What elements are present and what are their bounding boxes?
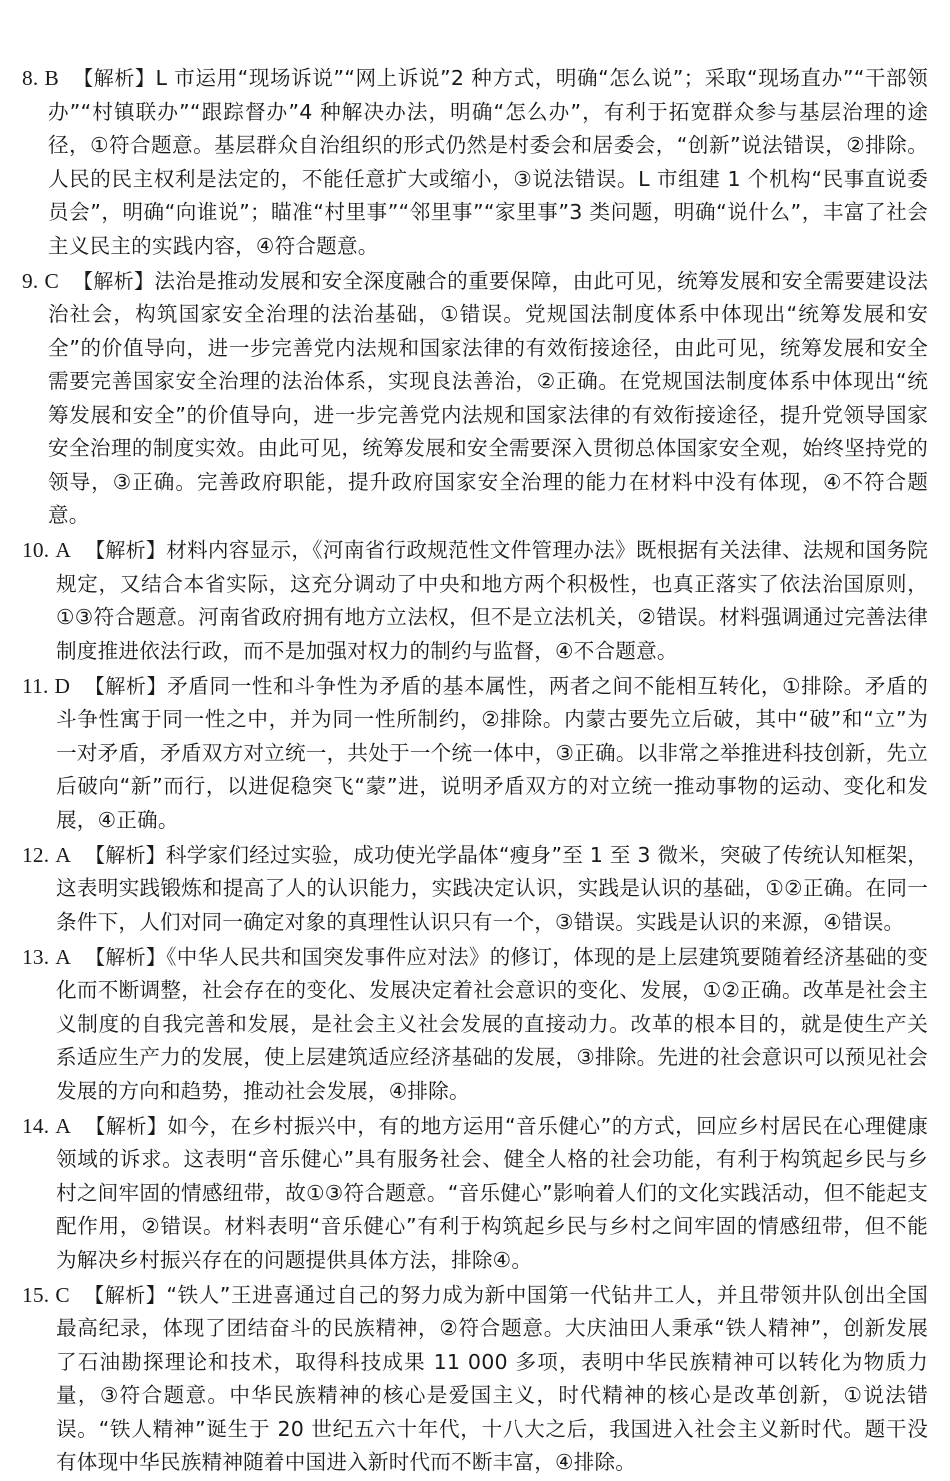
analysis-tag: 【解析】 bbox=[85, 944, 167, 969]
answer-choice: D bbox=[54, 673, 71, 698]
analysis-tag: 【解析】 bbox=[72, 66, 156, 90]
analysis-tag: 【解析】 bbox=[85, 1113, 168, 1138]
analysis-text: “铁人”王进喜通过自己的努力成为新中国第一代钻井工人，并且带领井队创出全国最高纪录，体现了团结奋斗的民族精神，②符合题意。大庆油田人秉承“铁人精神”，创新发展了石油勘探理论和技术，取得科技成果 11 000 多项，表明中华民族精神可以转化为物质力量，③符合题意。中华民族精神的核心是爱国主义，时代精神的核心是改革创新，①说法错误。“铁人精神”诞生于 20 世纪五六十年代，十八大之后，我国进入社会主义新时代。题干没有体现中华民族精神随着中国进入新时代而不断丰富，④排除。 bbox=[56, 1282, 928, 1474]
analysis-text: 如今，在乡村振兴中，有的地方运用“音乐健心”的方式，回应乡村居民在心理健康领域的诉求。这表明“音乐健心”具有服务社会、健全人格的社会功能，有利于构筑起乡民与乡村之间牢固的情感纽带，故①③符合题意。“音乐健心”影响着人们的文化实践活动，但不能起支配作用，②错误。材料表明“音乐健心”有利于构筑起乡民与乡村之间牢固的情感纽带，但不能为解决乡村振兴存在的问题提供具体方法，排除④。 bbox=[56, 1113, 929, 1272]
answer-item-10 bbox=[22, 534, 928, 668]
answer-item-15 bbox=[22, 1279, 928, 1480]
question-number: 11. bbox=[22, 673, 49, 698]
question-number: 15. bbox=[22, 1282, 50, 1307]
answer-item-13 bbox=[22, 941, 928, 1109]
answer-choice: B bbox=[44, 66, 59, 90]
answer-choice: A bbox=[55, 538, 71, 562]
analysis-text: 《中华人民共和国突发事件应对法》的修订，体现的是上层建筑要随着经济基础的变化而不断调整，社会存在的变化、发展决定着社会意识的变化、发展，①②正确。改革是社会主义制度的自我完善和发展，是社会主义社会发展的直接动力。改革的根本目的，就是使生产关系适应生产力的发展，使上层建筑适应经济基础的发展，③排除。先进的社会意识可以预见社会发展的方向和趋势，推动社会发展，④排除。 bbox=[56, 944, 928, 1103]
question-number: 12. bbox=[22, 842, 50, 867]
analysis-text: 材料内容显示，《河南省行政规范性文件管理办法》既根据有关法律、法规和国务院规定，又结合本省实际，这充分调动了中央和地方两个积极性，也真正落实了依法治国原则，①③符合题意。河南省政府拥有地方立法权，但不是立法机关，②错误。材料强调通过完善法律制度推进依法行政，而不是加强对权力的制约与监督，④不合题意。 bbox=[56, 538, 928, 663]
analysis-text: 法治是推动发展和安全深度融合的重要保障，由此可见，统筹发展和安全需要建设法治社会，构筑国家安全治理的法治基础，①错误。党规国法制度体系中体现出“统筹发展和安全”的价值导向，进一步完善党内法规和国家法律的有效衔接途径，由此可见，统筹发展和安全需要完善国家安全治理的法治体系，实现良法善治，②正确。在党规国法制度体系中体现出“统筹发展和安全”的价值导向，进一步完善党内法规和国家法律的有效衔接途径，提升党领导国家安全治理的制度实效。由此可见，统筹发展和安全需要深入贯彻总体国家安全观，始终坚持党的领导，③正确。完善政府职能，提升政府国家安全治理的能力在材料中没有体现，④不符合题意。 bbox=[48, 268, 928, 527]
analysis-tag: 【解析】 bbox=[85, 538, 167, 562]
answer-item-8 bbox=[22, 62, 928, 263]
question-number: 10. bbox=[22, 538, 50, 562]
analysis-tag: 【解析】 bbox=[84, 673, 168, 698]
answer-choice: C bbox=[44, 268, 59, 293]
analysis-tag: 【解析】 bbox=[85, 842, 166, 867]
analysis-text: 矛盾同一性和斗争性为矛盾的基本属性，两者之间不能相互转化，①排除。矛盾的斗争性寓于同一性之中，并为同一性所制约，②排除。内蒙古要先立后破，其中“破”和“立”为一对矛盾，矛盾双方对立统一，共处于一个统一体中，③正确。以非常之举推进科技创新，先立后破向“新”而行，以进促稳突飞“蒙”进，说明矛盾双方的对立统一推动事物的运动、变化和发展，④正确。 bbox=[56, 673, 928, 832]
answer-choice: A bbox=[55, 1113, 71, 1138]
answer-item-9 bbox=[22, 265, 928, 533]
analysis-tag: 【解析】 bbox=[72, 268, 155, 293]
answer-choice: A bbox=[55, 944, 71, 969]
answer-explanations bbox=[22, 62, 928, 1481]
question-number: 9. bbox=[22, 268, 39, 293]
analysis-text: 科学家们经过实验，成功使光学晶体“瘦身”至 1 至 3 微米，突破了传统认知框架，这表明实践锻炼和提高了人的认识能力，实践决定认识，实践是认识的基础，①②正确。在同一条件下，人们对同一确定对象的真理性认识只有一个，③错误。实践是认识的来源，④错误。 bbox=[56, 842, 928, 934]
question-number: 14. bbox=[22, 1113, 50, 1138]
answer-choice: A bbox=[55, 842, 71, 867]
analysis-text: L 市运用“现场诉说”“网上诉说”2 种方式，明确“怎么说”；采取“现场直办”“干部领办”“村镇联办”“跟踪督办”4 种解决办法，明确“怎么办”，有利于拓宽群众参与基层治理的途径，①符合题意。基层群众自治组织的形式仍然是村委会和居委会，“创新”说法错误，②排除。人民的民主权利是法定的，不能任意扩大或缩小，③说法错误。L 市组建 1 个机构“民事直说委员会”，明确“向谁说”；瞄准“村里事”“邻里事”“家里事”3 类问题，明确“说什么”，丰富了社会主义民主的实践内容，④符合题意。 bbox=[48, 66, 928, 258]
question-number: 13. bbox=[22, 944, 50, 969]
answer-item-12 bbox=[22, 839, 928, 940]
analysis-tag: 【解析】 bbox=[83, 1282, 167, 1307]
answer-item-14 bbox=[22, 1110, 928, 1278]
answer-item-11 bbox=[22, 670, 928, 838]
question-number: 8. bbox=[22, 66, 39, 90]
answer-choice: C bbox=[55, 1282, 70, 1307]
